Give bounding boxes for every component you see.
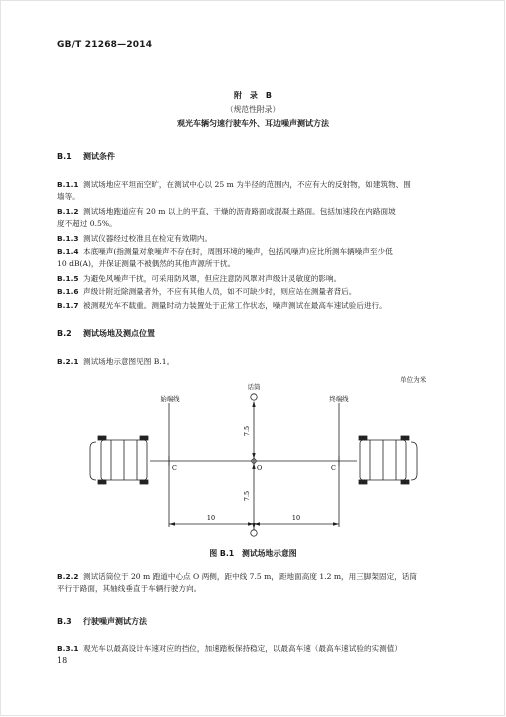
paragraph-line: 平行于路面，其轴线垂直于车辆行驶方向。	[57, 584, 202, 593]
clause-number: B.1.3	[57, 234, 79, 243]
point-c-right-label: C	[331, 464, 336, 472]
section-title: 行驶噪声测试方法	[83, 617, 147, 626]
clause-number: B.1.6	[57, 287, 79, 296]
vehicle-left-icon	[90, 436, 148, 484]
paragraph-line: 测试场地示意图见图 B.1。	[83, 357, 175, 366]
clause-number: B.2.1	[57, 357, 79, 366]
paragraph-b3-1	[57, 643, 455, 655]
dimension-upper-label: 7.5	[243, 425, 251, 437]
section-number: B.2	[57, 329, 72, 338]
paragraph-line: 度不超过 0.5%。	[57, 219, 117, 228]
paragraph-b2-2	[57, 571, 455, 595]
paragraph-line: 测试场地应平坦而空旷，在测试中心以 25 m 为半径的范围内，不应有大的反射物，如建筑物、围	[83, 180, 411, 189]
page-number: 18	[57, 656, 68, 665]
mic-label: 话筒	[247, 383, 261, 391]
section-title: 测试条件	[83, 152, 115, 161]
paragraph-line: 测试场地跑道应有 20 m 以上的平直、干燥的沥青路面或混凝土路面。包括加速段在内路面坡	[83, 207, 396, 216]
annex-title: 附 录 B	[233, 91, 273, 100]
point-o-label: O	[257, 464, 263, 472]
paragraph-line: 声级计附近除测量者外，不应有其他人员，如不可缺少时，则应站在测量者背后。	[83, 287, 357, 296]
paragraph-line: 10 dB(A)，并保证测量不被偶然的其他声源所干扰。	[57, 259, 236, 268]
paragraph-line: 本底噪声(指测量对象噪声不存在时，周围环境的噪声，包括风噪声)应比所测车辆噪声至少低	[83, 247, 393, 256]
section-heading-b3	[57, 616, 147, 627]
clause-number: B.3.1	[57, 644, 79, 653]
standard-number: GB/T 21268—2014	[57, 40, 153, 50]
mic-top-icon	[251, 394, 257, 400]
end-line-label: 终端线	[329, 395, 349, 403]
annex-type: （规范性附录）	[225, 105, 281, 114]
section-title: 测试场地及测点位置	[83, 329, 155, 338]
dimension-right-label: 10	[291, 514, 301, 522]
paragraph-line: 墙等。	[57, 192, 80, 201]
paragraph-line: 测试话筒位于 20 m 跑道中心点 O 两侧，距中线 7.5 m，距地面高度 1.2 m，用三脚架固定，话筒	[83, 572, 417, 581]
start-line-label: 始端线	[160, 395, 180, 403]
mic-bottom-icon	[251, 530, 257, 536]
paragraph-line: 被测观光车不载重。测量时动力装置处于正常工作状态，噪声测试在最高车速试验后进行。	[83, 301, 387, 310]
section-number: B.1	[57, 152, 72, 161]
clause-number: B.1.1	[57, 180, 79, 189]
clause-number: B.1.4	[57, 247, 79, 256]
clause-number: B.1.7	[57, 301, 79, 310]
annex-subtitle: 观光车辆匀速行驶车外、耳边噪声测试方法	[177, 119, 329, 128]
dimension-lower-label: 7.5	[243, 490, 251, 502]
dimension-left-label: 10	[206, 514, 216, 522]
vehicle-right-icon	[359, 436, 417, 484]
clause-number: B.1.2	[57, 207, 79, 216]
paragraph-line: 测试仪器经过校准且在检定有效期内。	[83, 234, 213, 243]
point-c-left-label: C	[172, 464, 177, 472]
unit-label: 单位为米	[400, 376, 427, 384]
section-number: B.3	[57, 617, 72, 626]
figure-caption: 图 B.1 测试场地示意图	[209, 549, 297, 558]
paragraph-line: 为避免风噪声干扰，可采用防风罩，但应注意防风罩对声级计灵敏度的影响。	[83, 274, 342, 283]
clause-number: B.2.2	[57, 572, 79, 581]
paragraph-line: 观光车以最高设计车速对应的挡位，加速踏板保持稳定，以最高车速（最高车速试验的实测值）	[83, 644, 402, 653]
clause-number: B.1.5	[57, 274, 79, 283]
